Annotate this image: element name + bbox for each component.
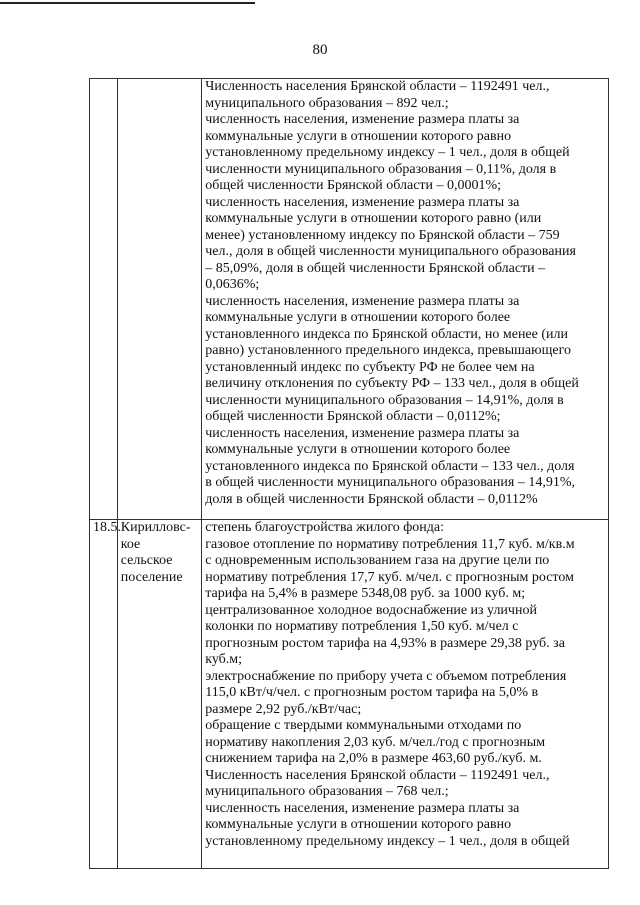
text-line: куб.м; [205,652,243,667]
text-line: Кирилловс- [120,520,191,535]
text-line: нормативу потребления 17,7 куб. м/чел. с прогнозным ростом [205,569,574,585]
text-line: степень благоустройства жилого фонда: [205,520,444,535]
text-line: менее) установленному индексу по Брянской области – 759 [205,227,560,243]
text-line: тарифа на 5,4% в размере 5348,08 руб. за 1000 куб. м; [205,586,526,601]
text-line: численность населения, изменение размера платы за [205,425,520,441]
text-line: Численность населения Брянской области – 1192491 чел., [205,767,550,783]
text-line: централизованное холодное водоснабжение из уличной [205,602,537,618]
text-line: сельское [120,553,173,568]
text-line: равно) установленного предельного индекса, превышающего [205,343,571,358]
text-line: нормативу накопления 2,03 куб. м/чел./год с прогнозным [205,734,546,750]
text-line: кое [120,536,141,552]
text-line: – 85,09%, доля в общей численности Брянской области – [205,260,546,276]
text-line: общей численности Брянской области – 0,0001%; [205,178,502,193]
text-line: с одновременным использованием газа на другие цели по [205,553,550,568]
row-number-cell [90,79,118,520]
text-line: установленному предельному индексу – 1 чел., доля в общей [205,833,570,849]
top-rule [0,2,255,4]
text-line: снижением тарифа на 2,0% в размере 463,60 руб./куб. м. [205,751,542,766]
text-line: величину отклонения по субъекту РФ – 133 чел., доля в общей [205,376,579,391]
text-line: электроснабжение по прибору учета с объемом потребления [205,668,567,684]
text-line: численность населения, изменение размера платы за [205,800,520,816]
text-line: численность населения, изменение размера платы за [205,112,520,127]
text-line: установленному предельному индексу – 1 чел., доля в общей [205,145,570,160]
text-line: Численность населения Брянской области – 1192491 чел., [205,79,550,94]
text-line: размере 2,92 руб./кВт/час; [205,701,362,717]
text-line: коммунальные услуги в отношении которого более [205,310,511,325]
text-line: доля в общей численности Брянской области – 0,0112% [205,491,538,507]
settlement-name-cell [117,520,201,869]
text-line: 115,0 кВт/ч/чел. с прогнозным ростом тарифа на 5,0% в [205,685,539,700]
text-line: муниципального образования – 768 чел.; [205,784,449,799]
text-line: коммунальные услуги в отношении которого более [205,442,511,457]
row-number-cell: 18.5. [90,520,118,869]
text-line: коммунальные услуги в отношении которого равно [205,817,512,832]
document-table [89,78,609,869]
text-line: муниципального образования – 892 чел.; [205,95,449,111]
text-line: коммунальные услуги в отношении которого равно [205,128,512,144]
text-line: 0,0636%; [205,277,260,292]
text-line: газовое отопление по нормативу потребления 11,7 куб. м/кв.м [205,536,575,552]
text-line: установленный индекс по субъекту РФ не более чем на [205,359,535,375]
text-line: чел., доля в общей численности муниципального образования [205,244,576,259]
table-row [90,520,609,869]
text-line: численности муниципального образования – 0,11%, доля в [205,161,557,177]
text-line: коммунальные услуги в отношении которого равно (или [205,211,542,226]
text-line: в общей численности муниципального образования – 14,91%, [205,475,575,490]
text-line: колонки по нормативу потребления 1,50 куб. м/чел с [205,619,519,634]
table-row [90,79,609,520]
text-line: общей численности Брянской области – 0,0112%; [205,409,501,424]
page-number: 80 [312,42,328,58]
text-line: установленного индекса по Брянской области, но менее (или [205,326,568,342]
text-line: обращение с твердыми коммунальными отходами по [205,718,522,733]
text-line: поселение [120,569,183,585]
text-line: прогнозным ростом тарифа на 4,93% в размере 29,38 руб. за [205,635,565,651]
text-line: численности муниципального образования – 14,91%, доля в [205,392,564,408]
description-cell [202,520,609,869]
description-cell [202,79,609,520]
text-line: установленного индекса по Брянской области – 133 чел., доля [205,458,575,474]
text-line: численность населения, изменение размера платы за [205,293,520,309]
settlement-name-cell [117,79,201,520]
text-line: численность населения, изменение размера платы за [205,194,520,210]
